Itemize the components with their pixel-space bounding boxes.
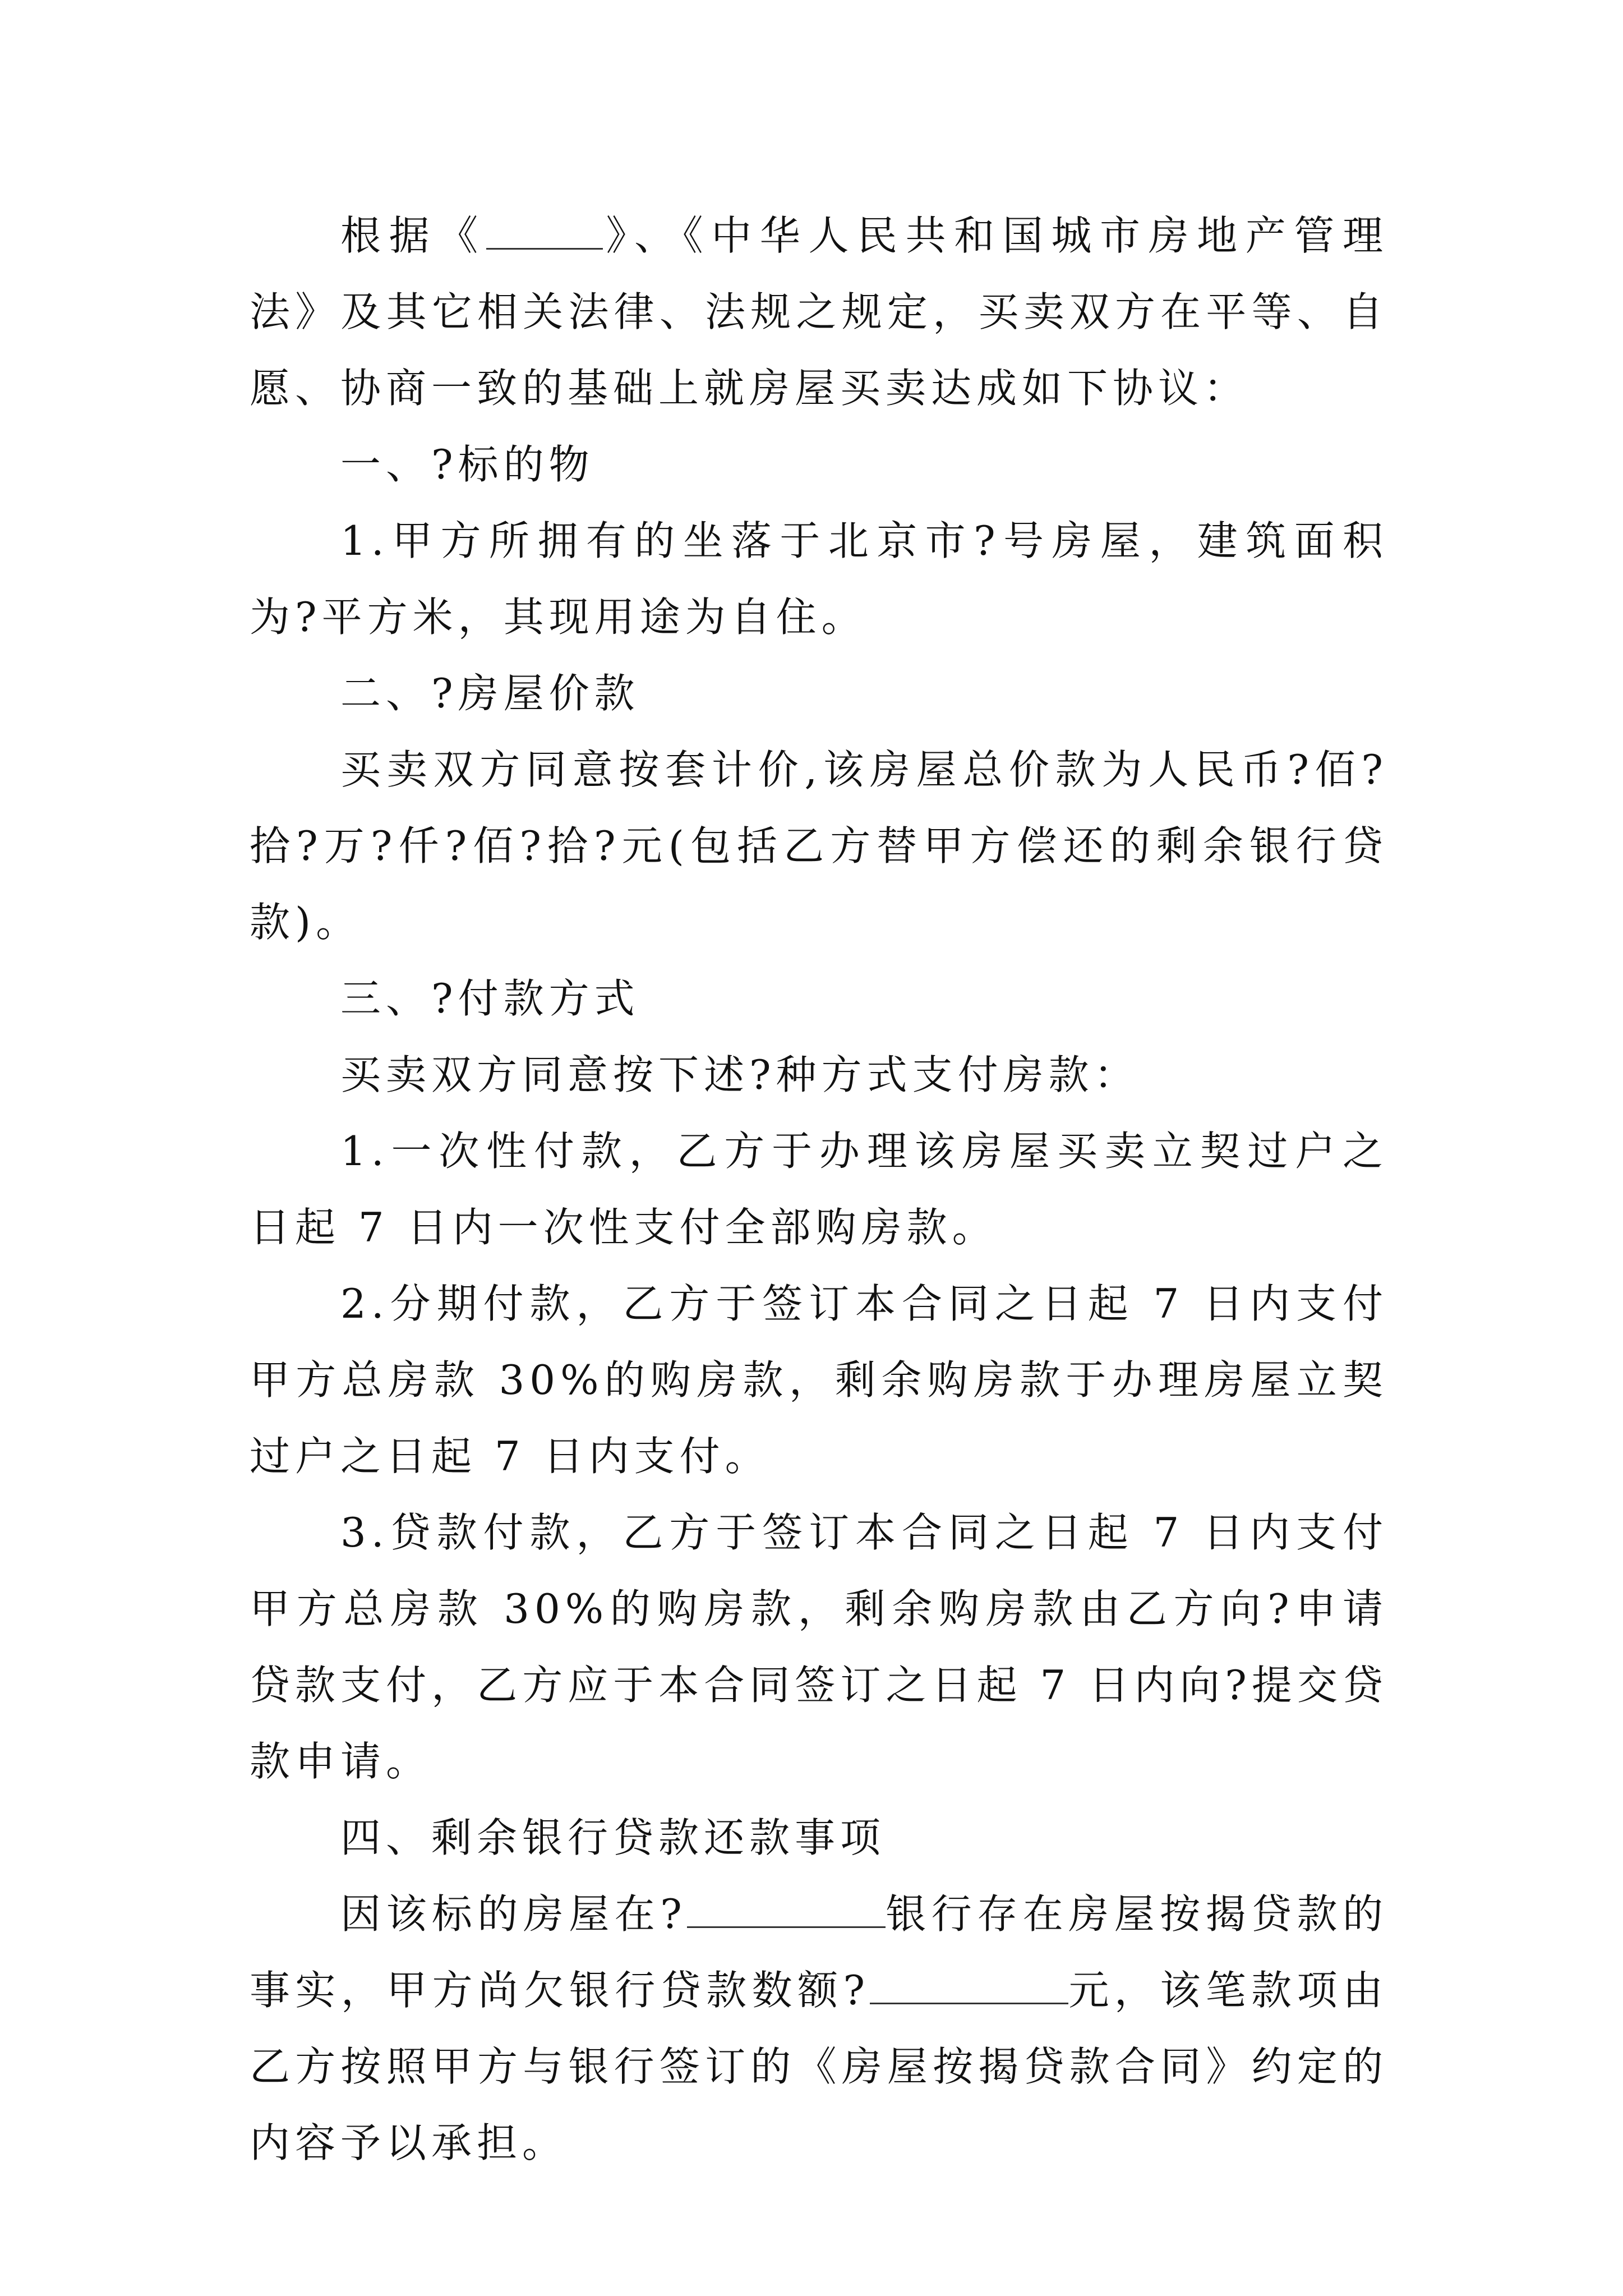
payment-option-2: 2.分期付款，乙方于签订本合同之日起 7 日内支付甲方总房款 30%的购房款，剩余购房款于办理房屋立契过户之日起 7 日内支付。 <box>250 1280 1388 1480</box>
loan-text-a: 因该标的房屋在? <box>340 1890 687 1938</box>
section-heading-4: 四、剩余银行贷款还款事项 <box>340 1814 886 1861</box>
price-paragraph: 买卖双方同意按套计价,该房屋总价款为人民币?佰?拾?万?仟?佰?拾?元(包括乙方替甲方偿还的剩余银行贷款)。 <box>250 746 1388 946</box>
intro-text-a: 根据《 <box>340 212 486 259</box>
section-heading-1: 一、?标的物 <box>340 441 594 488</box>
payment-option-1: 1.一次性付款，乙方于办理该房屋买卖立契过户之日起 7 日内一次性支付全部购房款。 <box>250 1128 1388 1251</box>
loan-text-c: 元，该笔款项由乙方按照甲方与银行签订的《房屋按揭贷款合同》约定的内容予以承担。 <box>250 1967 1388 2166</box>
payment-intro-paragraph: 买卖双方同意按下述?种方式支付房款： <box>340 1051 1140 1098</box>
intro-text-b: 》、《中华人民共和国城市房地产管理法》及其它相关法律、法规之规定，买卖双方在平等、自愿、协商一致的基础上就房屋买卖达成如下协议： <box>250 212 1388 412</box>
loan-text-b: 银行存在房屋按揭贷款的事实，甲方尚欠银行贷款数额? <box>250 1890 1388 2014</box>
bank-name-blank <box>687 1887 886 1928</box>
contract-body <box>250 197 1388 2181</box>
section-heading-2: 二、?房屋价款 <box>340 670 640 717</box>
law-name-blank <box>486 209 603 250</box>
payment-option-3: 3.贷款付款，乙方于签订本合同之日起 7 日内支付甲方总房款 30%的购房款，剩余购房款由乙方向?申请贷款支付，乙方应于本合同签订之日起 7 日内向?提交贷款申请。 <box>250 1509 1388 1785</box>
loan-paragraph <box>250 1876 1388 2181</box>
section-heading-3: 三、?付款方式 <box>340 975 640 1022</box>
subject-paragraph: 1.甲方所拥有的坐落于北京市?号房屋，建筑面积为?平方米，其现用途为自住。 <box>250 517 1388 641</box>
loan-amount-blank <box>870 1963 1068 2004</box>
intro-paragraph <box>250 197 1388 426</box>
